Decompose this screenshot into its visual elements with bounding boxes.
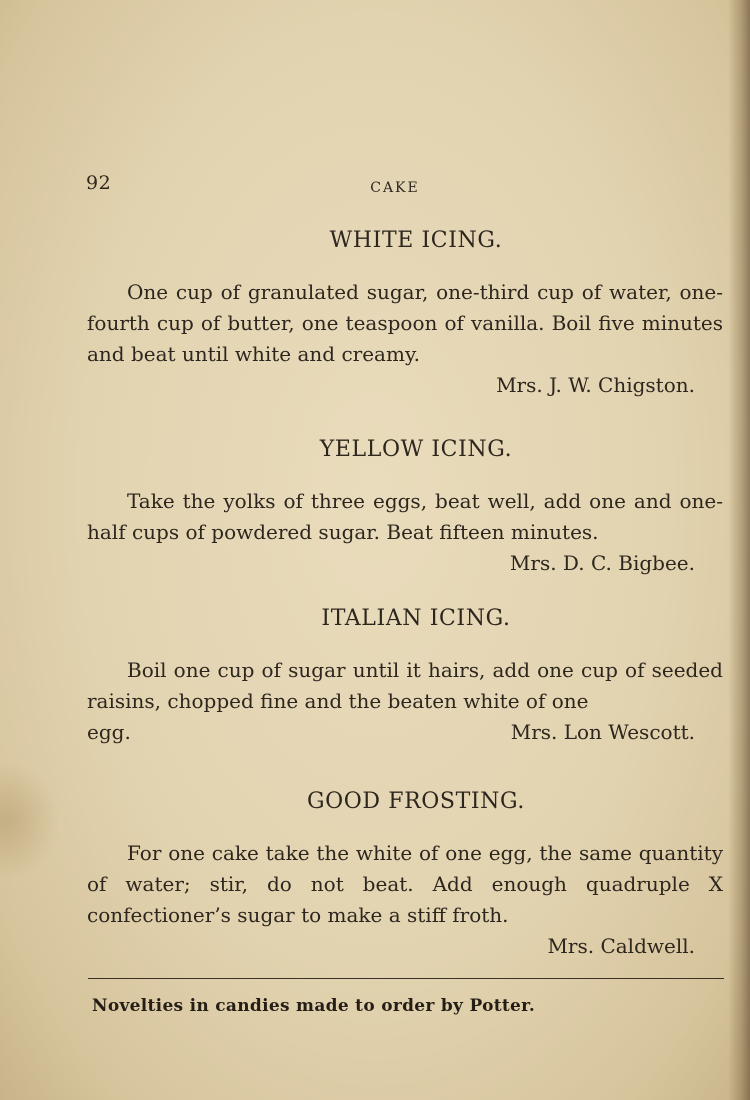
footer-divider: [88, 978, 724, 979]
recipe-yellow-icing: [87, 437, 723, 579]
recipe-good-frosting: [87, 789, 723, 962]
recipe-author: Mrs. J. W. Chigston.: [496, 373, 695, 397]
page-number: 92: [86, 172, 112, 194]
running-head: CAKE: [370, 180, 420, 196]
recipe-white-icing: [87, 228, 723, 401]
recipe-author: Mrs. Lon Wescott.: [510, 720, 695, 744]
recipe-italian-icing: [87, 606, 723, 748]
recipe-title: YELLOW ICING.: [319, 437, 513, 462]
recipe-title: GOOD FROSTING.: [306, 789, 525, 814]
recipe-body: Boil one cup of sugar until it hairs, add one cup of seeded raisins, chopped fine and the beaten white of one: [87, 658, 723, 713]
page-spine-shadow: [728, 0, 750, 1100]
recipe-author: Mrs. D. C. Bigbee.: [509, 551, 695, 575]
recipe-body: For one cake take the white of one egg, the same quantity of water; stir, do not beat. Add enough quadruple X confectioner’s sugar to make a stiff froth.: [87, 841, 723, 927]
recipe-last-line: [87, 717, 723, 748]
footer-advertisement: Novelties in candies made to order by Potter.: [92, 996, 536, 1016]
recipe-title: WHITE ICING.: [329, 228, 503, 253]
recipe-body: Take the yolks of three eggs, beat well, add one and one-half cups of powdered sugar. Beat fifteen minutes.: [87, 489, 723, 544]
recipe-body-end: egg.: [87, 720, 131, 744]
paper-stain: [0, 760, 60, 880]
recipe-body: One cup of granulated sugar, one-third cup of water, one-fourth cup of butter, one teaspoon of vanilla. Boil five minutes and beat until white and creamy.: [87, 280, 723, 366]
recipe-author: Mrs. Caldwell.: [547, 934, 695, 958]
recipe-title: ITALIAN ICING.: [321, 606, 511, 631]
